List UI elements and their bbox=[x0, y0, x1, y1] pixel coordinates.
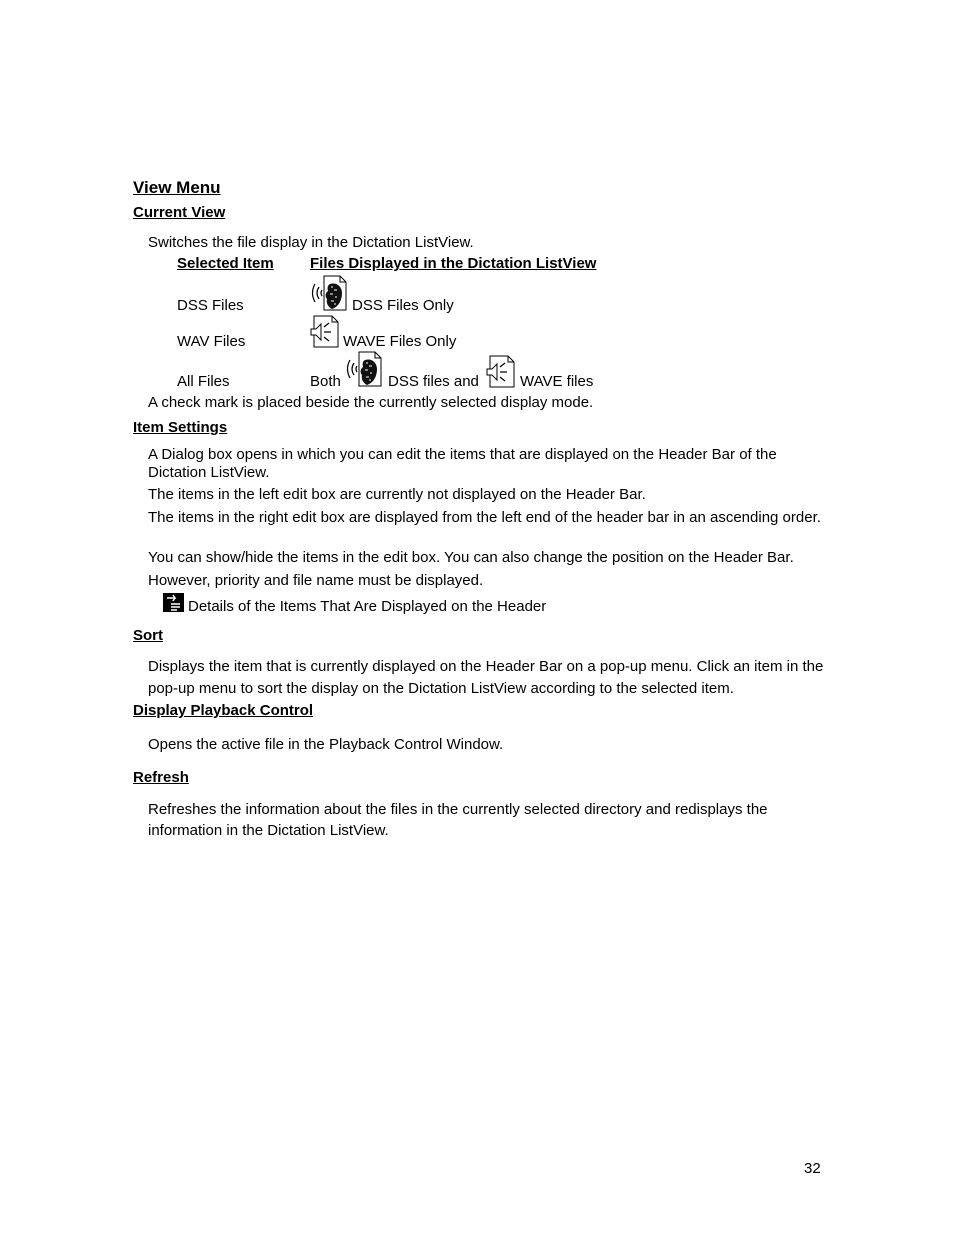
current-view-heading: Current View bbox=[133, 204, 226, 221]
wave-file-icon bbox=[486, 355, 516, 389]
page-number: 32 bbox=[804, 1160, 821, 1177]
wave-file-icon bbox=[310, 315, 340, 349]
sort-heading: Sort bbox=[133, 627, 163, 644]
refresh-heading: Refresh bbox=[133, 769, 189, 786]
dss-file-icon bbox=[310, 275, 348, 312]
current-view-note: A check mark is placed beside the currently selected display mode. bbox=[148, 394, 594, 411]
page-title: View Menu bbox=[133, 178, 221, 197]
item-settings-paragraph: You can show/hide the items in the edit box. You can also change the position on the Header Bar. bbox=[148, 549, 794, 566]
table-row-dss-item: DSS Files bbox=[177, 297, 244, 314]
jump-link-icon[interactable] bbox=[163, 593, 184, 612]
item-settings-paragraph: However, priority and file name must be displayed. bbox=[148, 572, 484, 589]
sort-text: Displays the item that is currently displayed on the Header Bar on a pop-up menu. Click an item in the pop-up menu to sort the display on the Dictation ListView according to the selected item. bbox=[148, 658, 824, 697]
dss-file-icon bbox=[345, 351, 383, 388]
item-settings-paragraph: The items in the left edit box are currently not displayed on the Header Bar. bbox=[148, 486, 646, 503]
display-playback-heading: Display Playback Control bbox=[133, 702, 314, 719]
table-row-wav-item: WAV Files bbox=[177, 333, 246, 350]
item-settings-link[interactable]: Details of the Items That Are Displayed on the Header bbox=[188, 598, 547, 615]
table-row-dss-display: DSS Files Only bbox=[352, 297, 454, 314]
table-row-all-wave: WAVE files bbox=[520, 373, 594, 390]
table-header-files-displayed: Files Displayed in the Dictation ListView bbox=[310, 255, 597, 272]
table-row-all-item: All Files bbox=[177, 373, 230, 390]
current-view-intro: Switches the file display in the Dictation ListView. bbox=[148, 234, 474, 251]
display-playback-text: Opens the active file in the Playback Control Window. bbox=[148, 736, 504, 753]
refresh-text: Refreshes the information about the files in the currently selected directory and redisplays the information in the Dictation ListView. bbox=[148, 801, 768, 839]
table-header-selected-item: Selected Item bbox=[177, 255, 274, 272]
table-row-all-dss-and: DSS files and bbox=[388, 373, 479, 390]
item-settings-paragraph: The items in the right edit box are displayed from the left end of the header bar in an ascending order. bbox=[148, 509, 821, 526]
table-row-all-both: Both bbox=[310, 373, 341, 390]
item-settings-heading: Item Settings bbox=[133, 419, 228, 436]
table-row-wav-display: WAVE Files Only bbox=[343, 333, 457, 350]
item-settings-paragraph: A Dialog box opens in which you can edit the items that are displayed on the Header Bar of the Dictation ListView. bbox=[148, 446, 777, 481]
